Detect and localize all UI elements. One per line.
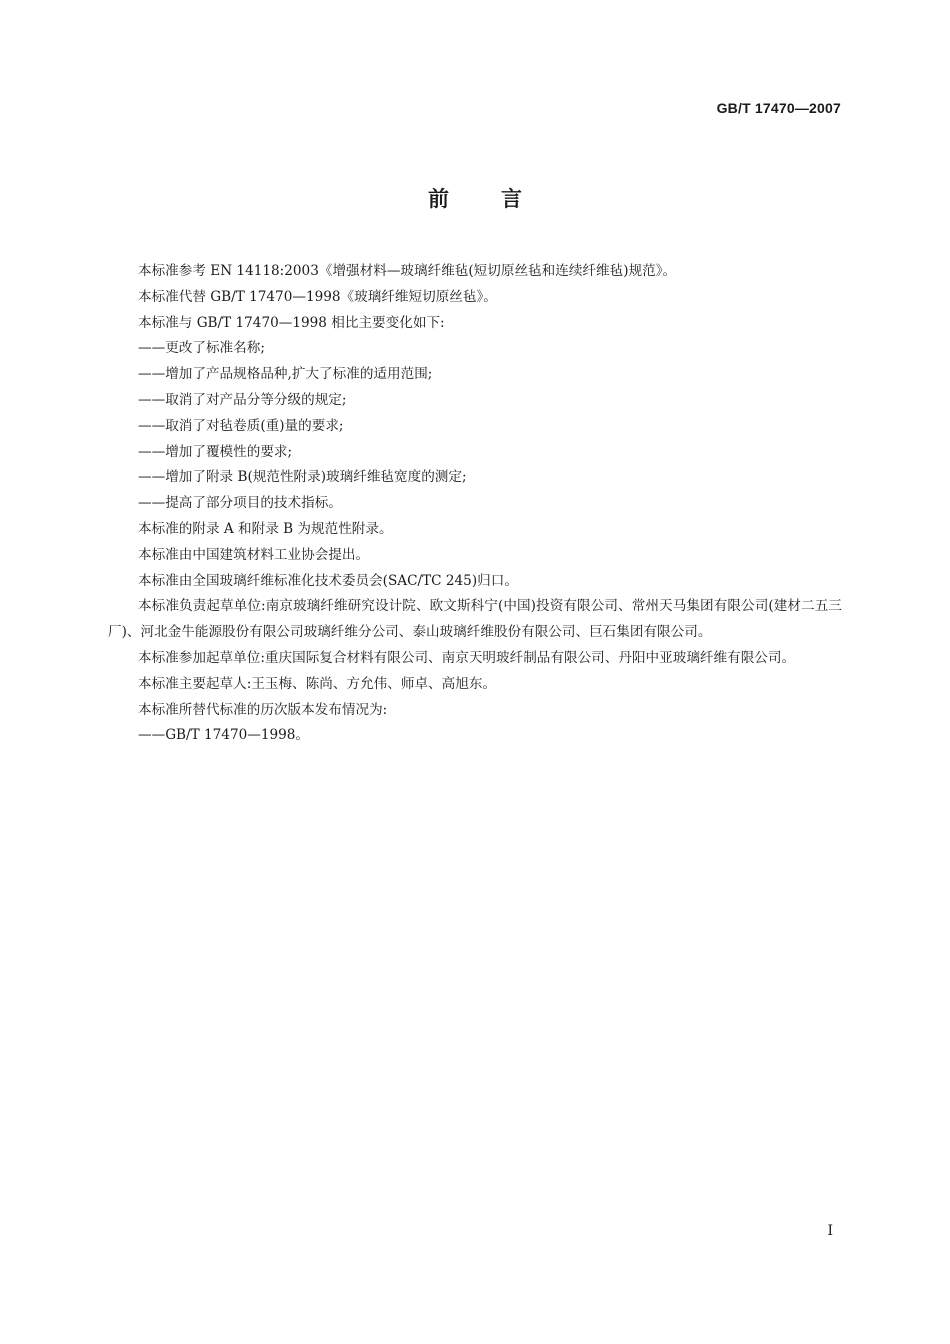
paragraph-main-changes: 本标准与 GB/T 17470—1998 相比主要变化如下:: [138, 314, 445, 331]
list-item-change: ——取消了对毡卷质(重)量的要求;: [138, 417, 344, 434]
list-item-change: ——取消了对产品分等分级的规定;: [138, 391, 347, 408]
paragraph-participating-units: 本标准参加起草单位:重庆国际复合材料有限公司、南京天明玻纤制品有限公司、丹阳中亚玻璃纤维有限公司。: [138, 649, 796, 666]
page-title: 前言: [428, 187, 574, 211]
paragraph-proposed-by: 本标准由中国建筑材料工业协会提出。: [138, 546, 370, 563]
page-number: I: [827, 1223, 833, 1239]
paragraph-reference-standard: 本标准参考 EN 14118:2003《增强材料—玻璃纤维毡(短切原丝毡和连续纤维毡)规范》。: [138, 263, 677, 279]
list-item-change: ——增加了附录 B(规范性附录)玻璃纤维毡宽度的测定;: [138, 469, 467, 486]
list-item-previous-version: ——GB/T 17470—1998。: [138, 727, 310, 744]
paragraph-administered-by: 本标准由全国玻璃纤维标准化技术委员会(SAC/TC 245)归口。: [138, 572, 518, 589]
paragraph-drafting-units: 本标准负责起草单位:南京玻璃纤维研究设计院、欧文斯科宁(中国)投资有限公司、常州天马集团有限公司(建材二五三厂)、河北金牛能源股份有限公司玻璃纤维分公司、泰山玻璃纤维股份有限公司、巨石集团有限公司。: [108, 598, 842, 641]
paragraph-appendix: 本标准的附录 A 和附录 B 为规范性附录。: [138, 520, 393, 537]
paragraph-replaces-standard: 本标准代替 GB/T 17470—1998《玻璃纤维短切原丝毡》。: [138, 288, 497, 305]
list-item-change: ——增加了覆模性的要求;: [138, 443, 293, 460]
list-item-change: ——提高了部分项目的技术指标。: [138, 495, 342, 512]
document-body: [108, 259, 842, 749]
paragraph-drafters: 本标准主要起草人:王玉梅、陈尚、方允伟、师卓、高旭东。: [138, 675, 497, 692]
list-item-change: ——更改了标准名称;: [138, 340, 265, 357]
document-code: GB/T 17470—2007: [716, 100, 841, 116]
list-item-change: ——增加了产品规格品种,扩大了标准的适用范围;: [138, 366, 433, 383]
paragraph-version-history: 本标准所替代标准的历次版本发布情况为:: [138, 701, 388, 718]
